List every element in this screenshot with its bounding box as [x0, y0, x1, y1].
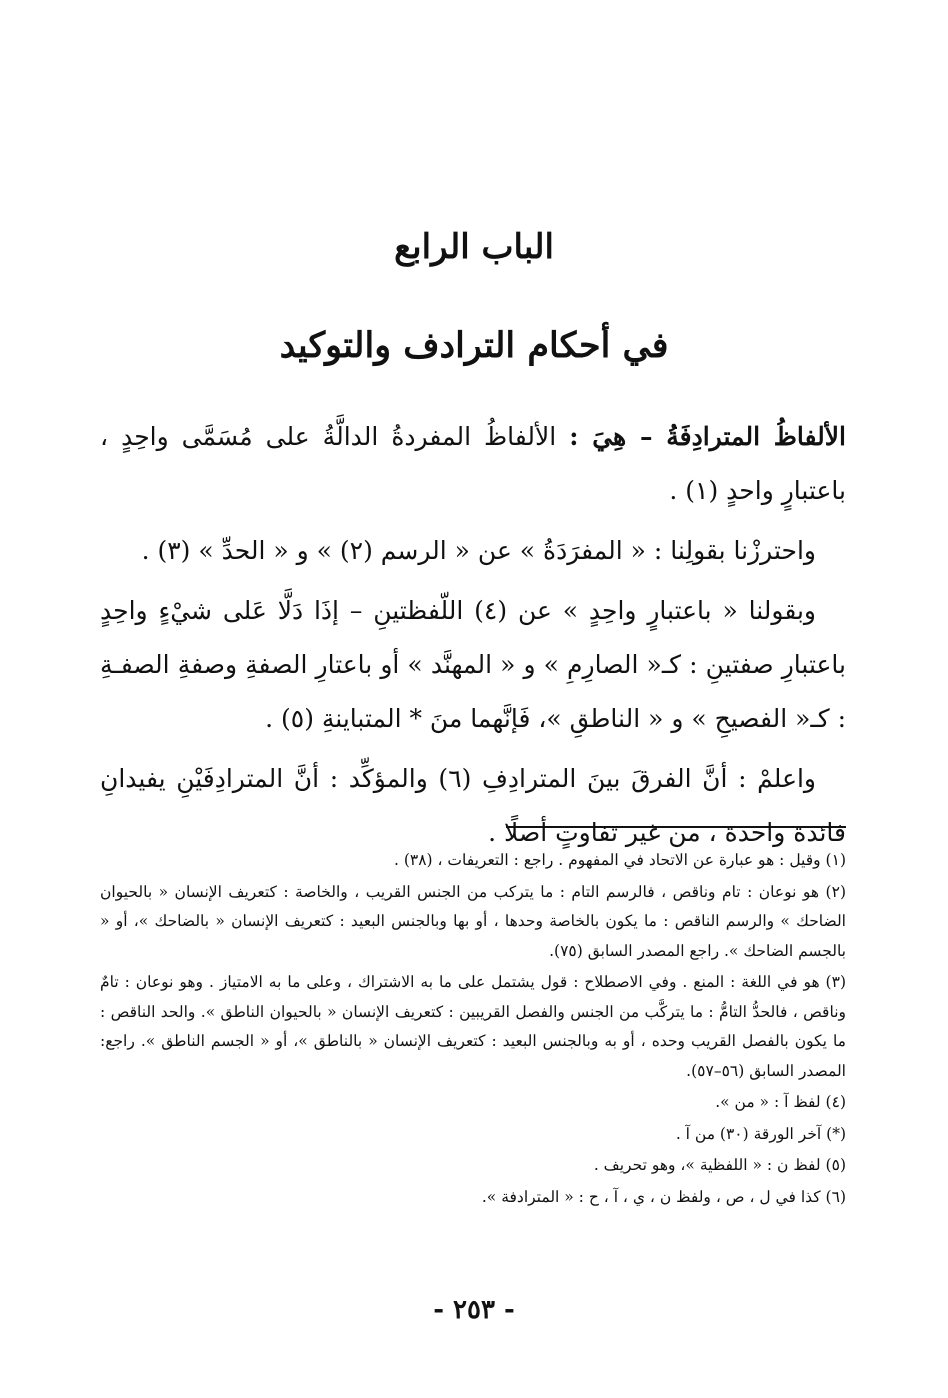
- defined-term: الألفاظُ المترادِفَةُ – هِيَ :: [569, 422, 846, 451]
- paragraph-definition: [100, 410, 846, 518]
- footnotes: [100, 846, 846, 1214]
- footnote-2: (٢) هو نوعان : تام وناقص ، فالرسم التام : ما يتركب من الجنس القريب ، والخاصة : كتعريف الإنسان « بالحيوان الضاحك » والرسم الناقص : ما يكون بالخاصة وحدها ، أو بها وبالجنس البعيد : كتعريف الإنسان « بالضاحك »، أو « بالجسم الضاحك ». راجع المصدر السابق (٧٥).: [100, 882, 846, 960]
- footnote-1: (١) وقيل : هو عبارة عن الاتحاد في المفهوم . راجع : التعريفات ، (٣٨) .: [393, 851, 846, 869]
- main-text: [100, 410, 846, 866]
- footnote-separator: [506, 826, 846, 828]
- definition-text: الألفاظُ المفردةُ الدالَّةُ على مُسَمَّى واحِدٍ ، باعتبارٍ واحدٍ (١) .: [100, 422, 846, 505]
- footnote-star: (*) آخر الورقة (٣٠) من آ .: [675, 1124, 846, 1143]
- chapter-heading: الباب الرابع: [394, 227, 554, 267]
- footnote-4: (٤) لفظ آ : « من ».: [715, 1093, 846, 1111]
- paragraph-exclusion-single: واحترزْنا بقولِنا : « المفرَدَةُ » عن « الرسم (٢) » و « الحدِّ » (٣) .: [141, 536, 816, 565]
- page-number: - ٢٥٣ -: [433, 1295, 515, 1325]
- footnote-6: (٦) كذا في ل ، ص ، ولفظ ن ، ي ، آ ، ح : « المترادفة ».: [481, 1187, 846, 1206]
- section-title: في أحكام الترادف والتوكيد: [279, 325, 669, 366]
- footnote-5: (٥) لفظ ن : « اللفظية »، وهو تحريف .: [593, 1156, 846, 1174]
- paragraph-difference: واعلمْ : أنَّ الفرقَ بينَ المترادِفِ (٦) والمؤكِّد : أنَّ المترادِفَيْنِ يفيدانِ فائدة واحدة ، من غير تفاوتٍ أصلًا .: [100, 764, 846, 847]
- paragraph-exclusion-aspect: وبقولنا « باعتبارٍ واحِدٍ » عن (٤) اللّفظتينِ – إذَا دَلَّا عَلى شيْءٍ واحِدٍ باعتبارِ صفتينِ : كـ« الصارِمِ » و « المهنَّد » أو باعتارِ الصفةِ وصفةِ الصفـةِ : كـ« الفصيحِ » و « الناطقِ »، فَإنَّهما منَ * المتباينةِ (٥) .: [100, 596, 846, 733]
- footnote-3: (٣) هو في اللغة : المنع . وفي الاصطلاح : قول يشتمل على ما به الاشتراك ، وعلى ما به الامتياز . وهو نوعان : تامٌ وناقص ، فالحدُّ التامُّ : ما يتركَّب من الجنس والفصل القريبين : كتعريف الإنسان « بالحيوان الناطق ». والحد الناقص : ما يكون بالفصل القريب وحده ، أو به وبالجنس البعيد : كتعريف الإنسان « بالناطق »، أو « الجسم الناطق ». راجع: المصدر السابق (٥٦–٥٧).: [100, 973, 846, 1080]
